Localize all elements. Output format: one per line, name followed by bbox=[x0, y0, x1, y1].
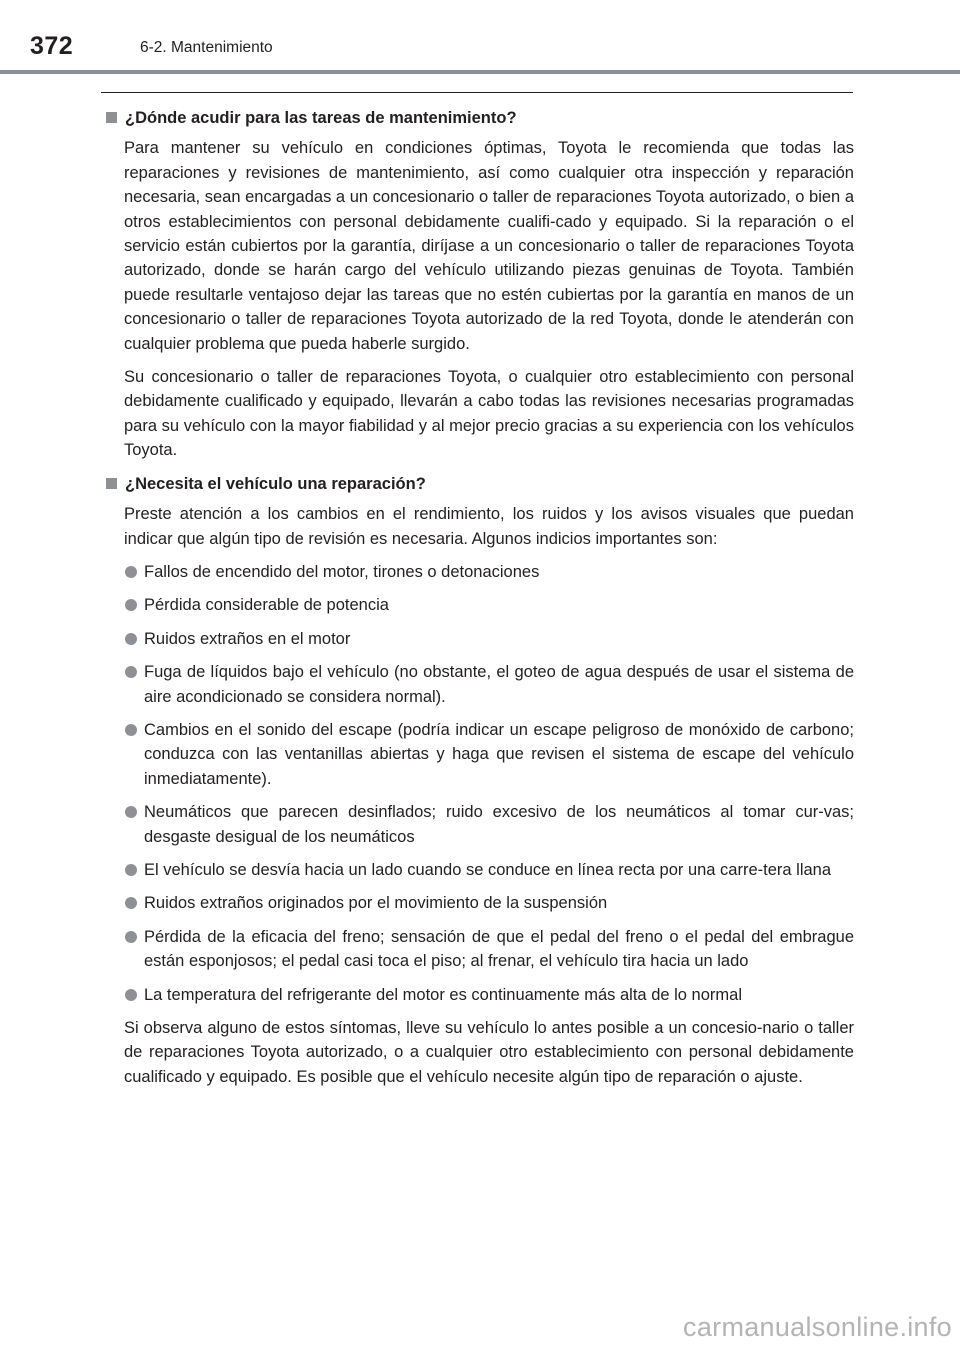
list-item bbox=[104, 800, 854, 849]
circle-bullet-icon bbox=[125, 633, 137, 645]
list-item bbox=[104, 593, 854, 617]
circle-bullet-icon bbox=[125, 724, 137, 736]
list-item-text: Ruidos extraños en el motor bbox=[144, 629, 351, 648]
section-heading bbox=[104, 106, 854, 130]
circle-bullet-icon bbox=[125, 931, 137, 943]
chapter-title: 6-2. Mantenimiento bbox=[140, 39, 273, 56]
circle-bullet-icon bbox=[125, 806, 137, 818]
list-item bbox=[104, 858, 854, 882]
list-item bbox=[104, 925, 854, 974]
square-bullet-icon bbox=[106, 478, 117, 489]
page-content bbox=[104, 106, 854, 1098]
list-item-text: Fuga de líquidos bajo el vehículo (no obstante, el goteo de agua después de usar el sistema de aire acondicionado se considera normal). bbox=[144, 663, 854, 706]
page-number: 372 bbox=[30, 32, 74, 60]
header-divider bbox=[0, 70, 960, 74]
section-rule bbox=[101, 92, 853, 93]
circle-bullet-icon bbox=[125, 864, 137, 876]
list-item-text: La temperatura del refrigerante del motor es continuamente más alta de lo normal bbox=[144, 985, 742, 1004]
list-item-text: Ruidos extraños originados por el movimiento de la suspensión bbox=[144, 894, 608, 913]
list-item bbox=[104, 718, 854, 791]
circle-bullet-icon bbox=[125, 566, 137, 578]
circle-bullet-icon bbox=[125, 666, 137, 678]
paragraph: Para mantener su vehículo en condiciones óptimas, Toyota le recomienda que todas las reparaciones y revisiones de mantenimiento, así como cualquier otra inspección y reparación necesaria, sean encargadas a un concesionario o taller de reparaciones Toyota autorizado, o bien a otros establecimientos con personal debidamente cualifi-cado y equipado. Si la reparación o el servicio están cubiertos por la garantía, diríjase a un concesionario o taller de reparaciones Toyota autorizado, donde se harán cargo del vehículo utilizando piezas genuinas de Toyota. También puede resultarle ventajoso dejar las tareas que no estén cubiertas por la garantía en manos de un concesionario o taller de reparaciones Toyota autorizado de la red Toyota, donde le atenderán con cualquier problema que pueda haberle surgido. bbox=[124, 139, 854, 353]
list-item-text: Pérdida considerable de potencia bbox=[144, 596, 389, 615]
list-item-text: El vehículo se desvía hacia un lado cuando se conduce en línea recta por una carre-tera llana bbox=[144, 860, 832, 879]
paragraph: Preste atención a los cambios en el rendimiento, los ruidos y los avisos visuales que puedan indicar que algún tipo de revisión es necesaria. Algunos indicios importantes son: bbox=[124, 505, 854, 548]
circle-bullet-icon bbox=[125, 599, 137, 611]
section-heading bbox=[104, 472, 854, 496]
circle-bullet-icon bbox=[125, 989, 137, 1001]
square-bullet-icon bbox=[106, 112, 117, 123]
list-item bbox=[104, 983, 854, 1007]
section-heading-text: ¿Necesita el vehículo una reparación? bbox=[125, 474, 426, 493]
paragraph: Si observa alguno de estos síntomas, lleve su vehículo lo antes posible a un concesio-nario o taller de reparaciones Toyota autorizado, o a cualquier otro establecimiento con personal debidamente cualificado y equipado. Es posible que el vehículo necesite algún tipo de reparación o ajuste. bbox=[124, 1019, 854, 1086]
list-item bbox=[104, 560, 854, 584]
list-item bbox=[104, 660, 854, 709]
section-heading-text: ¿Dónde acudir para las tareas de mantenimiento? bbox=[125, 109, 517, 127]
list-item-text: Cambios en el sonido del escape (podría indicar un escape peligroso de monóxido de carbono; conduzca con las ventanillas abiertas y haga que revisen el sistema de escape del vehículo inmediatamente). bbox=[144, 720, 854, 788]
list-item-text: Pérdida de la eficacia del freno; sensación de que el pedal del freno o el pedal del embrague están esponjosos; el pedal casi toca el piso; al frenar, el vehículo tira hacia un lado bbox=[144, 927, 854, 971]
symptom-list bbox=[104, 560, 854, 1007]
watermark-link[interactable]: carmanualsonline.info bbox=[683, 1312, 952, 1342]
paragraph: Su concesionario o taller de reparaciones Toyota, o cualquier otro establecimiento con personal debidamente cualificado y equipado, llevarán a cabo todas las revisiones necesarias programadas para su vehículo con la mayor fiabilidad y al mejor precio gracias a su experiencia con los vehículos Toyota. bbox=[124, 368, 854, 460]
list-item bbox=[104, 891, 854, 915]
circle-bullet-icon bbox=[125, 897, 137, 909]
list-item bbox=[104, 627, 854, 651]
list-item-text: Fallos de encendido del motor, tirones o detonaciones bbox=[144, 562, 540, 581]
list-item-text: Neumáticos que parecen desinflados; ruido excesivo de los neumáticos al tomar cur-vas; desgaste desigual de los neumáticos bbox=[144, 803, 854, 846]
